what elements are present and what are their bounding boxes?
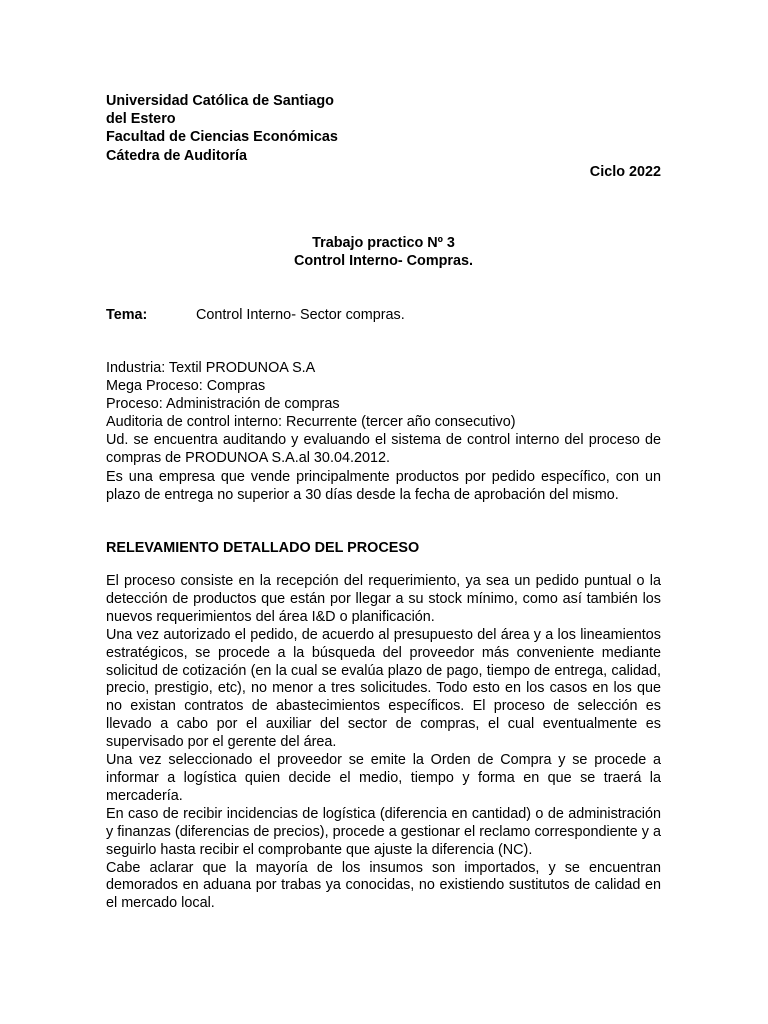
section-heading: RELEVAMIENTO DETALLADO DEL PROCESO: [106, 540, 420, 556]
chair-name: Cátedra de Auditoría: [106, 147, 247, 164]
document-header: [106, 92, 338, 165]
faculty-name: Facultad de Ciencias Económicas: [106, 129, 338, 146]
tema-label: Tema:: [106, 307, 148, 323]
paragraph-incidencias: En caso de recibir incidencias de logística (diferencia en cantidad) o de administración y finanzas (diferencias de precios), procede a gestionar el reclamo correspondiente y a seguirlo hasta recibir el comprobante que ajuste la diferencia (NC).: [106, 805, 661, 858]
company-description: Es una empresa que vende principalmente productos por pedido específico, con un plazo de entrega no superior a 30 días desde la fecha de aprobación del mismo.: [106, 468, 661, 503]
paragraph-orden-compra: Una vez seleccionado el proveedor se emite la Orden de Compra y se procede a informar a logística quien decide el medio, tiempo y forma en que se traerá la mercadería.: [106, 752, 661, 804]
tema-row: [106, 306, 405, 324]
paragraph-insumos: Cabe aclarar que la mayoría de los insumos son importados, y se encuentran demorados en aduana por trabas ya conocidas, no existiendo sustitutos de calidad en el mercado local.: [106, 859, 661, 912]
university-name-line2: del Estero: [106, 111, 176, 128]
title-line1: Trabajo practico Nº 3: [312, 235, 455, 251]
auditing-statement: Ud. se encuentra auditando y evaluando el sistema de control interno del proceso de compras de PRODUNOA S.A.al 30.04.2012.: [106, 432, 661, 467]
proceso-line: Proceso: Administración de compras: [106, 396, 340, 413]
document-title: [106, 234, 661, 270]
case-info: [106, 359, 661, 504]
university-name-line1: Universidad Católica de Santiago: [106, 93, 334, 109]
title-line2: Control Interno- Compras.: [293, 253, 474, 270]
mega-proceso-line: Mega Proceso: Compras: [106, 378, 266, 395]
cycle-label: Ciclo 2022: [589, 164, 661, 180]
industria-line: Industria: Textil PRODUNOA S.A: [106, 360, 316, 376]
process-description: [106, 573, 661, 913]
tema-value: Control Interno- Sector compras.: [196, 307, 405, 323]
paragraph-autorizacion: Una vez autorizado el pedido, de acuerdo al presupuesto del área y a los lineamientos estratégicos, se procede a la búsqueda del proveedor más conveniente mediante solicitud de cotización (en la cual se evalúa plazo de pago, tiempo de entrega, calidad, precio, prestigio, etc), no menor a tres solicitudes. Todo esto en los casos en los que no existan contratos de abastecimientos específicos. El proceso de selección es llevado a cabo por el auxiliar del sector de compras, el cual eventualmente es supervisado por el gerente del área.: [106, 626, 661, 751]
auditoria-line: Auditoria de control interno: Recurrente (tercer año consecutivo): [106, 414, 516, 431]
paragraph-requerimiento: El proceso consiste en la recepción del requerimiento, ya sea un pedido puntual o la detección de productos que están por llegar a su stock mínimo, como así también los nuevos requerimientos del área I&D o planificación.: [106, 573, 661, 625]
